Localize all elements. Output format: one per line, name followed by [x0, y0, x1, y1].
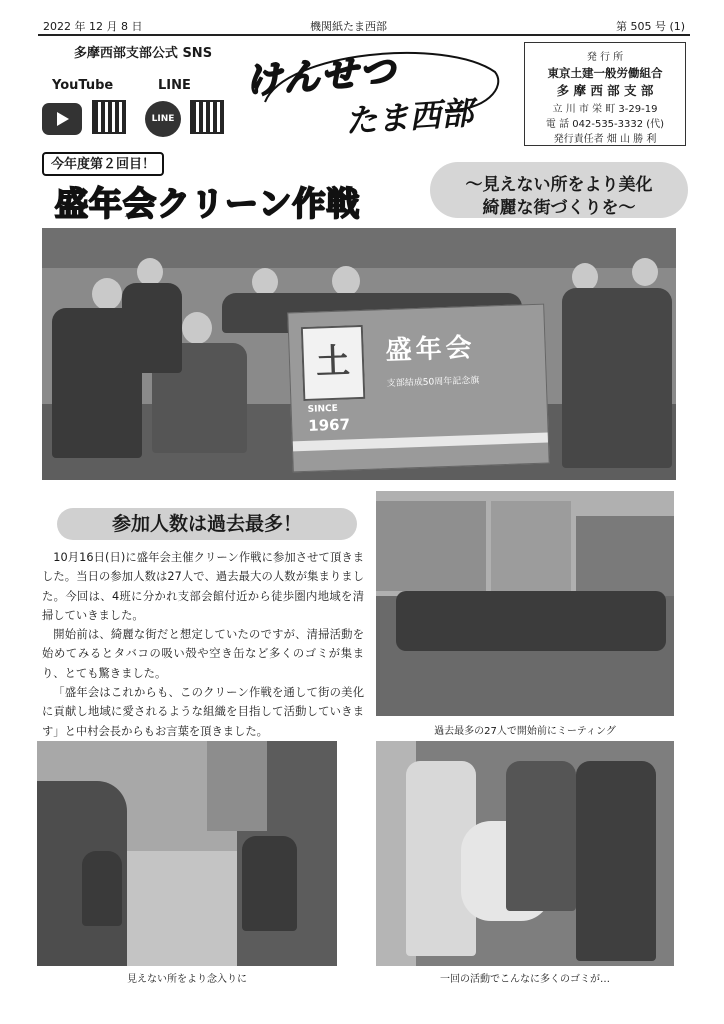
- group-photo: [42, 228, 676, 480]
- main-headline: 盛年会クリーン作戦: [55, 184, 361, 223]
- banner-year: 1967: [307, 415, 351, 435]
- meeting-photo: [376, 491, 674, 716]
- trash-caption: 一回の活動でこんなに多くのゴミが…: [440, 974, 610, 985]
- article-paragraph: 開始前は、綺麗な街だと想定していたのですが、清掃活動を始めてみるとタバコの吸い殻や空き缶など多くのゴミが集まり、とても驚きました。: [42, 628, 364, 680]
- issue-date: 2022 年 12 月 8 日: [43, 20, 143, 33]
- person-head: [252, 268, 278, 296]
- line-label: LINE: [158, 78, 191, 93]
- publisher-label: 発 行 所: [586, 52, 624, 63]
- alley-caption: 見えない所をより念入りに: [127, 974, 247, 985]
- person: [506, 761, 576, 911]
- subtitle-line-2: 綺麗な街づくりを～: [482, 198, 636, 218]
- banner-logo-glyph: 土: [315, 341, 351, 383]
- article-body: [42, 548, 364, 741]
- person: [122, 283, 182, 373]
- masthead-sub: たま西部: [343, 93, 475, 141]
- publisher-org: 東京土建一般労働組合: [547, 66, 663, 80]
- banner-since: SINCE: [307, 403, 338, 415]
- publisher-box: [524, 42, 686, 146]
- masthead: [245, 42, 510, 147]
- trash-photo: [376, 741, 674, 966]
- building: [207, 741, 267, 831]
- article-paragraph: 10月16日(日)に盛年会主催クリーン作戦に参加させて頂きました。当日の参加人数は27人で、過去最大の人数が集まりました。今回は、4班に分かれ支部会館付近から徒歩圏内地域を清掃していきました。: [42, 551, 364, 622]
- publisher-branch: 多 摩 西 部 支 部: [556, 83, 654, 98]
- group: [396, 591, 666, 651]
- publisher-editor: 発行責任者 畑 山 勝 利: [553, 134, 657, 145]
- banner-title: 盛年会: [385, 332, 477, 367]
- club-banner: [287, 304, 549, 473]
- issue-tag: 今年度第２回目！: [42, 152, 164, 176]
- article-title: 参加人数は過去最多！: [57, 508, 357, 540]
- qr-code-icon[interactable]: [92, 100, 126, 134]
- sns-title: 多摩西部支部公式 SNS: [73, 46, 213, 61]
- person-head: [92, 278, 122, 310]
- article-paragraph: 「盛年会はこれからも、このクリーン作戦を通して街の美化に貢献し地域に愛されるような組織を目指して活動していきます」と中村会長からもお言葉を頂きました。: [42, 686, 364, 738]
- person: [576, 761, 656, 961]
- person-head: [572, 263, 598, 291]
- construction-site: [576, 516, 674, 596]
- header-rule: [38, 34, 690, 36]
- house: [376, 501, 486, 591]
- house: [491, 501, 571, 596]
- youtube-label: YouTube: [52, 78, 114, 93]
- paper-name: 機関紙たま西部: [310, 20, 387, 33]
- issue-number: 第 505 号 (1): [616, 20, 686, 33]
- alley-photo: [37, 741, 337, 966]
- qr-code-icon[interactable]: [190, 100, 224, 134]
- person: [82, 851, 122, 926]
- building-overhang: [42, 228, 676, 268]
- subtitle-line-1: ～見えない所をより美化: [465, 175, 653, 195]
- publisher-phone: 電 話 042-535-3332 (代): [545, 119, 665, 130]
- alley-path: [127, 851, 237, 966]
- banner-stripe: [293, 433, 548, 452]
- person-head: [182, 312, 212, 344]
- publisher-address: 立 川 市 栄 町 3-29-19: [552, 104, 658, 115]
- person: [562, 288, 672, 468]
- masthead-main: けんせつ: [243, 50, 399, 103]
- person-head: [632, 258, 658, 286]
- banner-subtitle: 支部結成50周年記念旗: [386, 375, 480, 390]
- person-head: [332, 266, 360, 296]
- line-icon[interactable]: LINE: [145, 101, 181, 137]
- meeting-caption: 過去最多の27人で開始前にミーティング: [434, 726, 616, 737]
- banner-logo: [301, 325, 366, 401]
- person-head: [137, 258, 163, 286]
- person: [242, 836, 297, 931]
- youtube-play-icon[interactable]: [42, 103, 82, 135]
